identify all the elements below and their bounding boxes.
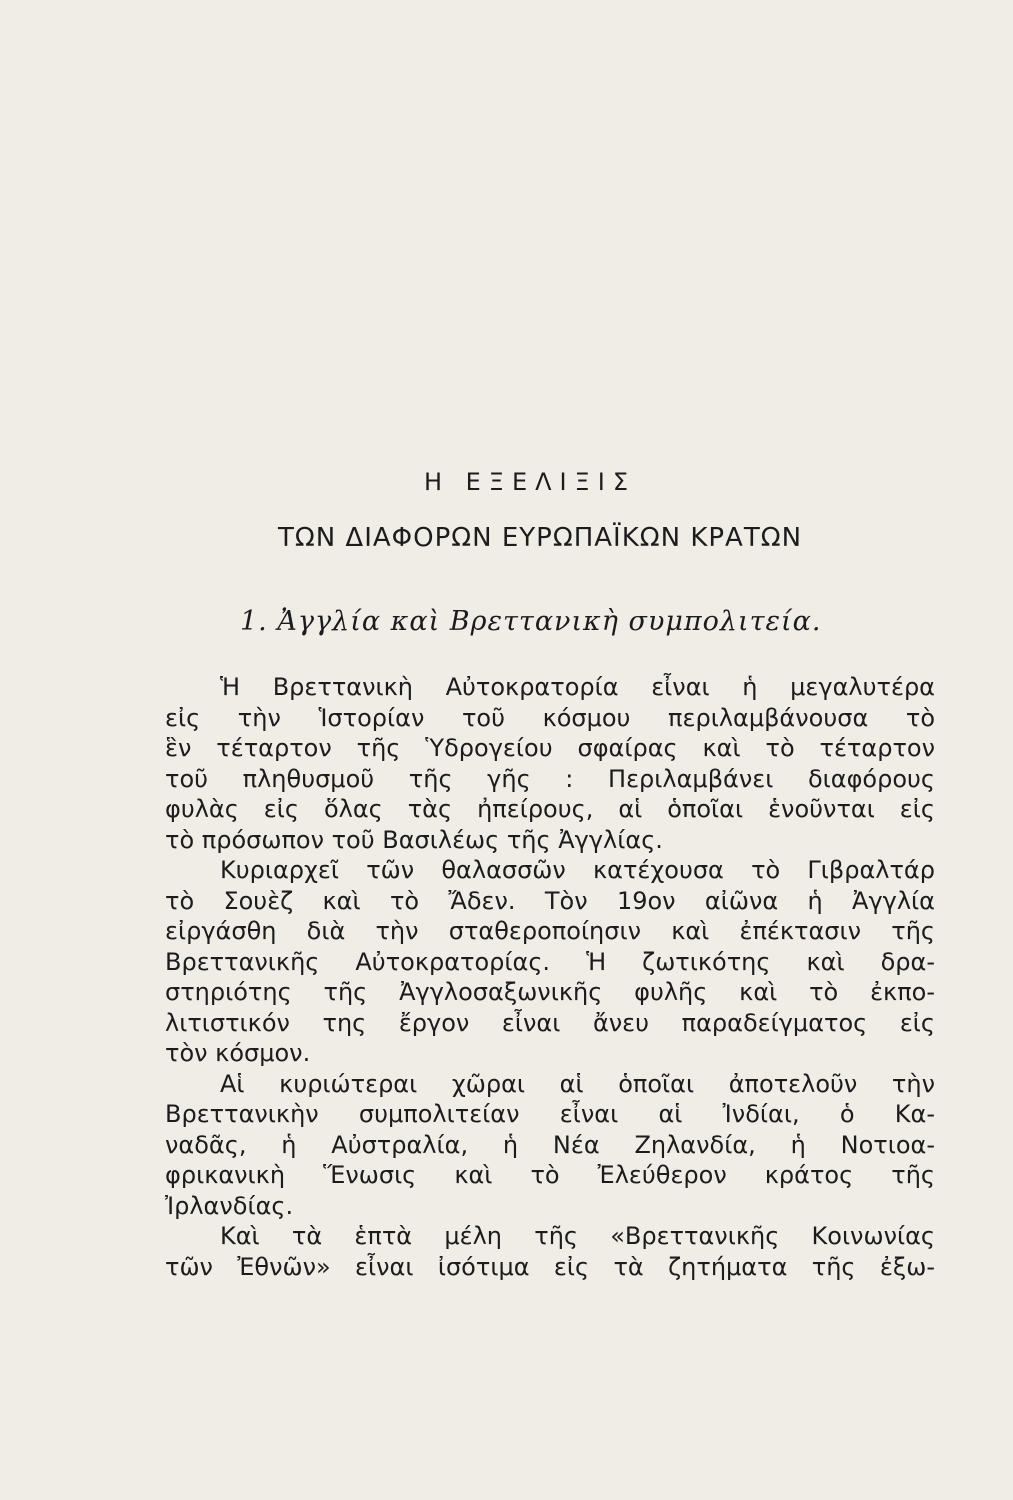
text-line: Κυριαρχεῖ τῶν θαλασσῶν κατέχουσα τὸ Γιβραλτάρ [220,856,935,884]
text-line: τὸ Σουὲζ καὶ τὸ Ἄδεν. Τὸν 19ον αἰῶνα ἡ Ἀγγλία [165,886,935,915]
text-line: τὸν κόσμον. [165,1039,311,1067]
body-text [165,672,935,1282]
text-line: Βρεττανικῆς Αὐτοκρατορίας. Ἡ ζωτικότης καὶ δρα- [165,947,935,976]
text-line: Ἡ Βρεττανικὴ Αὐτοκρατορία εἶναι ἡ μεγαλυτέρα [220,673,935,701]
text-line: λιτιστικόν της ἔργον εἶναι ἄνευ παραδείγματος εἰς [165,1008,935,1037]
text-line: εἰργάσθη διὰ τὴν σταθεροποίησιν καὶ ἐπέκτασιν τῆς [165,917,935,945]
text-line: ναδᾶς, ἡ Αὐστραλία, ἡ Νέα Ζηλανδία, ἡ Νοτιοα- [165,1130,935,1159]
text-line: τὸ πρόσωπον τοῦ Βασιλέως τῆς Ἀγγλίας. [165,825,663,854]
text-line: Ἰρλανδίας. [165,1191,294,1220]
text-line: Αἱ κυριώτεραι χῶραι αἱ ὁποῖαι ἀποτελοῦν τὴν [220,1069,935,1098]
text-line: Καὶ τὰ ἑπτὰ μέλη τῆς «Βρεττανικῆς Κοινωνίας [220,1222,935,1250]
text-line: τῶν Ἐθνῶν» εἶναι ἰσότιμα εἰς τὰ ζητήματα τῆς ἐξω- [165,1252,935,1281]
text-line: τοῦ πληθυσμοῦ τῆς γῆς : Περιλαμβάνει διαφόρους [165,764,935,793]
text-line: Βρεττανικὴν συμπολιτείαν εἶναι αἱ Ἰνδίαι, ὁ Κα- [165,1100,935,1128]
chapter-title: Η ΕΞΕΛΙΞΙΣ [423,468,637,496]
text-line: στηριότης τῆς Ἀγγλοσαξωνικῆς φυλῆς καὶ τὸ ἐκπο- [165,978,935,1006]
text-line: εἰς τὴν Ἱστορίαν τοῦ κόσμου περιλαμβάνουσα τὸ [165,703,935,732]
text-line: ἓν τέταρτον τῆς Ὑδρογείου σφαίρας καὶ τὸ τέταρτον [165,734,935,762]
chapter-subtitle: ΤΩΝ ΔΙΑΦΟΡΩΝ ΕΥΡΩΠΑΪΚΩΝ ΚΡΑΤΩΝ [277,523,803,553]
section-heading: 1. Ἀγγλία καὶ Βρεττανικὴ συμπολιτεία. [240,606,822,637]
text-line: φυλὰς εἰς ὅλας τὰς ἠπείρους, αἱ ὁποῖαι ἑνοῦνται εἰς [165,795,935,823]
text-line: φρικανικὴ Ἕνωσις καὶ τὸ Ἐλεύθερον κράτος τῆς [165,1161,935,1189]
